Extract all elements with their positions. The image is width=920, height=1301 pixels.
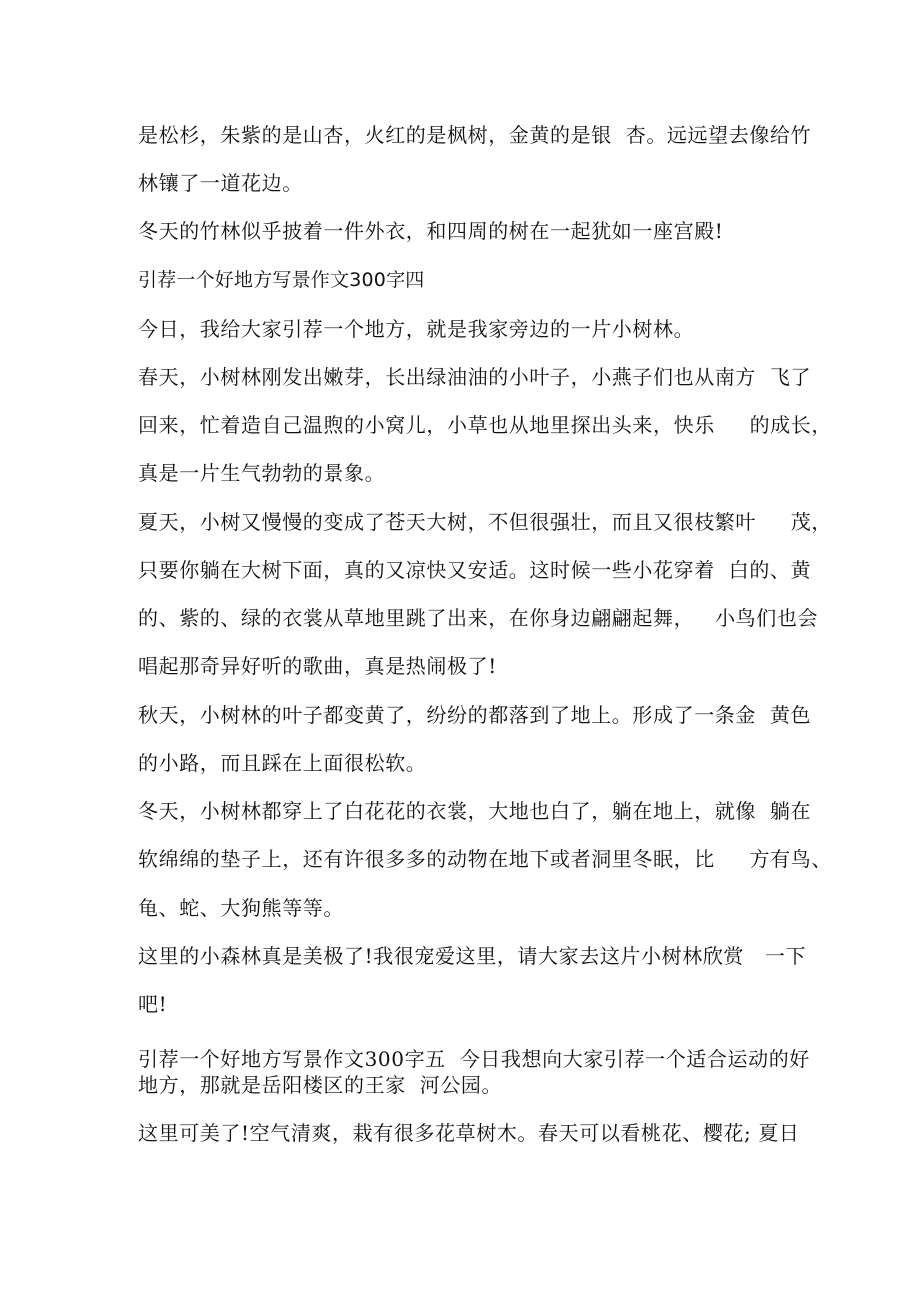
text-line: 这里可美了!空气清爽，栽有很多花草树木。春天可以看桃花、樱花; 夏日 bbox=[138, 1121, 800, 1145]
text-line: 冬天的竹林似乎披着一件外衣，和四周的树在一起犹如一座宫殿! bbox=[138, 219, 724, 243]
text-line: 只要你躺在大树下面，真的又凉快又安适。这时候一些小花穿着 白的、黄 bbox=[138, 558, 812, 582]
text-line: 的小路，而且踩在上面很松软。 bbox=[138, 751, 427, 775]
section-heading: 引荐一个好地方写景作文300字五 今日我想向大家引荐一个适合运动的好 bbox=[138, 1047, 810, 1071]
text-line: 吧! bbox=[138, 992, 168, 1016]
text-line: 唱起那奇异好听的歌曲，真是热闹极了! bbox=[138, 654, 497, 678]
text-line: 的、紫的、绿的衣裳从草地里跳了出来，在你身边翩翩起舞， 小鸟们也会 bbox=[138, 606, 819, 630]
text-line: 龟、蛇、大狗熊等等。 bbox=[138, 896, 344, 920]
text-line: 冬天，小树林都穿上了白花花的衣裳，大地也白了，躺在地上，就像 躺在 bbox=[138, 799, 812, 823]
text-line: 软绵绵的垫子上，还有许很多多的动物在地下或者洞里冬眠，比 方有鸟、 bbox=[138, 847, 832, 871]
text-line: 地方，那就是岳阳楼区的王家 河公园。 bbox=[138, 1073, 503, 1097]
text-line: 真是一片生气勃勃的景象。 bbox=[138, 461, 386, 485]
text-line: 夏天，小树又慢慢的变成了苍天大树，不但很强壮，而且又很枝繁叶 茂， bbox=[138, 510, 832, 534]
text-line: 秋天，小树林的叶子都变黄了，纷纷的都落到了地上。形成了一条金 黄色 bbox=[138, 703, 812, 727]
text-line: 这里的小森林真是美极了!我很宠爱这里，请大家去这片小树林欣赏 一下 bbox=[138, 944, 807, 968]
text-line: 今日，我给大家引荐一个地方，就是我家旁边的一片小树林。 bbox=[138, 317, 695, 341]
text-line: 林镶了一道花边。 bbox=[138, 171, 303, 195]
text-line: 回来，忙着造自己温煦的小窝儿，小草也从地里探出头来，快乐 的成长， bbox=[138, 413, 832, 437]
text-line: 是松杉，朱紫的是山杏，火红的是枫树，金黄的是银 杏。远远望去像给竹 bbox=[138, 123, 812, 147]
text-line: 春天，小树林刚发出嫩芽，长出绿油油的小叶子，小燕子们也从南方 飞了 bbox=[138, 365, 812, 389]
section-heading: 引荐一个好地方写景作文300字四 bbox=[138, 269, 425, 291]
